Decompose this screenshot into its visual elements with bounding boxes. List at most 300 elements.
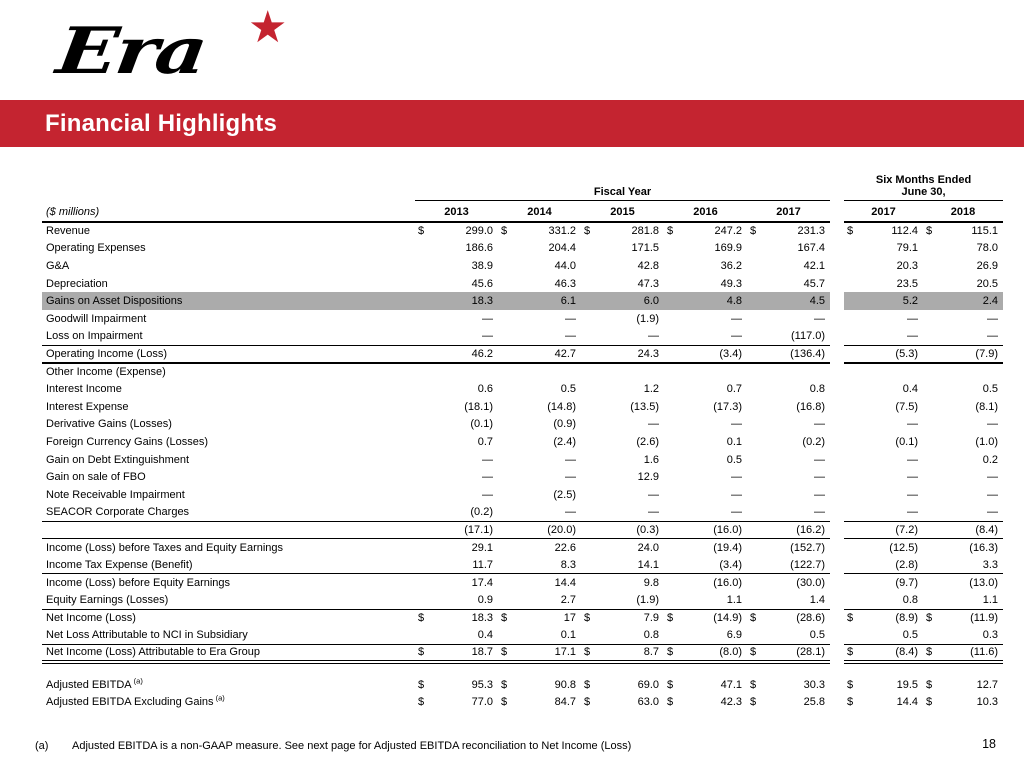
value-cell: — — [907, 488, 919, 501]
value-cell: 44.0 — [554, 259, 576, 272]
value-cell: 11.7 — [415, 556, 498, 574]
value-cell: 1.6 — [643, 453, 659, 466]
row-revenue — [42, 222, 1003, 240]
value-cell: — — [907, 453, 919, 466]
value-cell: 42.8 — [637, 259, 659, 272]
value-cell: — — [844, 328, 923, 346]
year-header-row — [42, 200, 1003, 222]
column-gap — [830, 433, 844, 451]
value-cell: 42.1 — [803, 259, 826, 272]
value-cell: — — [648, 488, 659, 501]
column-gap — [830, 240, 844, 258]
value-cell: — — [565, 312, 576, 325]
row-income-before-taxes — [42, 539, 1003, 557]
currency-symbol: $ — [584, 696, 591, 709]
value-cell: 6.9 — [664, 627, 747, 645]
value-cell: 14.1 — [581, 556, 664, 574]
row-loss-on-impairment — [42, 328, 1003, 346]
era-logo — [52, 3, 312, 100]
column-gap — [830, 574, 844, 592]
value-cell — [664, 363, 747, 381]
value-cell: $ 47.1 — [667, 678, 742, 691]
currency-symbol: $ — [501, 646, 508, 659]
value-cell: (16.0) — [713, 576, 742, 589]
corner-cell — [42, 172, 415, 200]
value-cell: $ 90.8 — [501, 678, 576, 691]
value-cell: 46.3 — [554, 277, 576, 290]
row-label: Net Income (Loss) Attributable to Era Group — [42, 644, 415, 662]
value-cell: $ (8.9) — [847, 612, 919, 625]
value-cell: — — [482, 453, 493, 466]
value-cell: — — [482, 471, 493, 484]
value-cell: (0.3) — [581, 521, 664, 539]
value-cell: 2.4 — [923, 292, 1003, 310]
value-cell: (3.4) — [664, 556, 747, 574]
value-cell — [581, 363, 664, 381]
value-cell: — — [664, 504, 747, 522]
value-cell: $ 77.0 — [418, 696, 493, 709]
value-cell: 6.1 — [498, 292, 581, 310]
row-foreign-currency-gains — [42, 433, 1003, 451]
column-header-fy2013: 2013 — [415, 200, 498, 222]
value-cell: 23.5 — [896, 277, 919, 290]
value-cell: — — [498, 504, 581, 522]
row-label: Net Income (Loss) — [46, 612, 136, 625]
value-cell: 29.1 — [471, 541, 493, 554]
row-label: Gain on sale of FBO — [46, 471, 146, 484]
currency-symbol: $ — [847, 696, 854, 709]
footnote-marker: (a) — [35, 740, 49, 752]
value-cell: 18.3 — [415, 292, 498, 310]
row-label: Other Income (Expense) — [46, 366, 166, 379]
currency-symbol: $ — [667, 696, 674, 709]
column-gap — [830, 591, 844, 609]
value-cell: 26.9 — [976, 259, 999, 272]
value-cell: (18.1) — [464, 400, 493, 413]
value-cell: — — [907, 471, 919, 484]
value-cell: — — [581, 328, 664, 346]
value-cell: (19.4) — [713, 541, 742, 554]
value-cell: $ (28.1) — [747, 644, 830, 662]
currency-symbol: $ — [584, 678, 591, 691]
row-gain-on-sale-of-fbo — [42, 468, 1003, 486]
value-cell: $ 7.9 — [584, 612, 659, 625]
row-label: G&A — [46, 259, 70, 272]
row-label — [42, 521, 415, 539]
column-gap — [830, 345, 844, 363]
value-cell: $ 331.2 — [501, 225, 576, 238]
value-cell: — — [498, 328, 581, 346]
value-cell: $ (28.6) — [750, 612, 826, 625]
row-equity-earnings — [42, 591, 1003, 609]
row-gain-on-debt-extinguishment — [42, 451, 1003, 469]
row-label: Operating Income (Loss) — [42, 345, 415, 363]
value-cell: 0.5 — [747, 627, 830, 645]
value-cell: (122.7) — [747, 556, 830, 574]
group-header-row — [42, 172, 1003, 200]
value-cell: $ (8.0) — [664, 644, 747, 662]
column-gap — [830, 275, 844, 293]
value-cell: 3.3 — [923, 556, 1003, 574]
row-label: Equity Earnings (Losses) — [42, 591, 415, 609]
value-cell: (3.4) — [664, 345, 747, 363]
row-interest-expense — [42, 398, 1003, 416]
value-cell: (1.9) — [636, 312, 659, 325]
value-cell: $ 299.0 — [418, 225, 493, 238]
column-gap — [830, 693, 844, 711]
value-cell: — — [844, 504, 923, 522]
value-cell: 38.9 — [471, 259, 493, 272]
row-label: Interest Income — [46, 383, 122, 396]
column-gap — [830, 504, 844, 522]
value-cell: 22.6 — [554, 541, 576, 554]
value-cell: $ 17.1 — [498, 644, 581, 662]
row-label: SEACOR Corporate Charges — [42, 504, 415, 522]
value-cell: $ (11.9) — [926, 612, 999, 625]
currency-symbol: $ — [418, 612, 425, 625]
value-cell: (9.7) — [895, 576, 919, 589]
value-cell: (16.0) — [664, 521, 747, 539]
row-label: Gains on Asset Dispositions — [42, 292, 415, 310]
currency-symbol: $ — [750, 646, 757, 659]
currency-symbol: $ — [926, 696, 933, 709]
row-label: Loss on Impairment — [42, 328, 415, 346]
row-label: Foreign Currency Gains (Losses) — [46, 435, 209, 448]
value-cell: 24.3 — [581, 345, 664, 363]
currency-symbol: $ — [667, 612, 674, 625]
currency-symbol: $ — [750, 612, 757, 625]
value-cell: 4.5 — [747, 292, 830, 310]
value-cell: $ 17 — [501, 612, 576, 625]
row-adjusted-ebitda — [42, 676, 1003, 694]
value-cell: — — [923, 504, 1003, 522]
row-label: Gain on Debt Extinguishment — [46, 453, 190, 466]
value-cell: $ 8.7 — [581, 644, 664, 662]
column-gap — [830, 676, 844, 694]
value-cell: (1.9) — [581, 591, 664, 609]
value-cell: 8.3 — [498, 556, 581, 574]
row-label: Depreciation — [46, 277, 108, 290]
value-cell: 36.2 — [720, 259, 742, 272]
value-cell: 49.3 — [720, 277, 742, 290]
value-cell: 12.9 — [637, 471, 659, 484]
value-cell: (2.4) — [553, 435, 576, 448]
value-cell: (20.0) — [498, 521, 581, 539]
currency-symbol: $ — [926, 678, 933, 691]
value-cell: 45.7 — [803, 277, 826, 290]
value-cell: (0.1) — [470, 418, 493, 431]
value-cell: 0.8 — [809, 383, 826, 396]
value-cell: — — [923, 328, 1003, 346]
currency-symbol: $ — [750, 696, 757, 709]
value-cell: 167.4 — [797, 242, 826, 255]
value-cell: (136.4) — [747, 345, 830, 363]
value-cell: 1.1 — [664, 591, 747, 609]
row-interest-income — [42, 380, 1003, 398]
value-cell: 17.4 — [471, 576, 493, 589]
value-cell: (2.6) — [636, 435, 659, 448]
value-cell: (7.5) — [895, 400, 919, 413]
currency-symbol: $ — [418, 646, 425, 659]
value-cell: 45.6 — [471, 277, 493, 290]
column-gap — [830, 257, 844, 275]
unit-label: ($ millions) — [42, 200, 415, 222]
value-cell: — — [731, 418, 742, 431]
value-cell: (12.5) — [889, 541, 919, 554]
value-cell: — — [987, 488, 999, 501]
value-cell: $ 14.4 — [847, 696, 919, 709]
value-cell: — — [482, 488, 493, 501]
currency-symbol: $ — [847, 225, 854, 238]
row-net-income-era-group — [42, 644, 1003, 662]
row-operating-income — [42, 345, 1003, 363]
value-cell: (14.8) — [547, 400, 576, 413]
value-cell: 78.0 — [976, 242, 999, 255]
row-label: Note Receivable Impairment — [46, 488, 185, 501]
title-banner — [0, 100, 1024, 147]
currency-symbol: $ — [418, 225, 425, 238]
column-gap — [830, 200, 844, 222]
value-cell: (2.5) — [553, 488, 576, 501]
value-cell: (7.9) — [923, 345, 1003, 363]
footnote-text: Adjusted EBITDA is a non-GAAP measure. See next page for Adjusted EBITDA reconciliation to Net Income (Loss) — [72, 740, 632, 752]
column-gap — [830, 172, 844, 200]
row-label: Adjusted EBITDA $^{(a)}$ — [46, 675, 143, 691]
value-cell: 4.8 — [664, 292, 747, 310]
row-ga — [42, 257, 1003, 275]
value-cell: — — [987, 312, 999, 325]
value-cell: — — [731, 488, 742, 501]
six-months-line1: Six Months Ended — [875, 173, 972, 186]
value-cell: — — [648, 418, 659, 431]
value-cell: (8.1) — [975, 400, 999, 413]
value-cell: 0.7 — [477, 435, 493, 448]
row-gains-on-asset-dispositions — [42, 292, 1003, 310]
column-gap — [830, 398, 844, 416]
value-cell: 79.1 — [896, 242, 919, 255]
column-gap — [830, 328, 844, 346]
currency-symbol: $ — [750, 678, 757, 691]
value-cell: — — [814, 312, 826, 325]
value-cell: (16.3) — [969, 541, 999, 554]
column-gap — [830, 310, 844, 328]
currency-symbol: $ — [501, 612, 508, 625]
row-spacer — [42, 662, 1003, 676]
row-label: Net Loss Attributable to NCI in Subsidiary — [42, 627, 415, 645]
value-cell: — — [731, 471, 742, 484]
row-income-tax-expense — [42, 556, 1003, 574]
value-cell: (0.9) — [553, 418, 576, 431]
currency-symbol: $ — [926, 225, 933, 238]
value-cell: $ 12.7 — [926, 678, 999, 691]
column-gap — [830, 521, 844, 539]
column-header-fy2014: 2014 — [498, 200, 581, 222]
column-gap — [830, 380, 844, 398]
value-cell: (117.0) — [747, 328, 830, 346]
value-cell: 0.1 — [498, 627, 581, 645]
value-cell: 0.6 — [477, 383, 493, 396]
value-cell — [747, 363, 830, 381]
value-cell: (17.1) — [415, 521, 498, 539]
value-cell: 46.2 — [415, 345, 498, 363]
column-header-fy2016: 2016 — [664, 200, 747, 222]
row-goodwill-impairment — [42, 310, 1003, 328]
value-cell: (16.2) — [747, 521, 830, 539]
value-cell: 0.5 — [982, 383, 999, 396]
value-cell: $ 63.0 — [584, 696, 659, 709]
value-cell: (30.0) — [796, 576, 826, 589]
value-cell: (8.4) — [923, 521, 1003, 539]
value-cell: 14.4 — [554, 576, 576, 589]
value-cell: 24.0 — [637, 541, 659, 554]
table-body — [42, 222, 1003, 711]
value-cell: (1.0) — [975, 435, 999, 448]
value-cell: $ 19.5 — [847, 678, 919, 691]
currency-symbol: $ — [847, 612, 854, 625]
value-cell: 9.8 — [643, 576, 659, 589]
value-cell: $ 84.7 — [501, 696, 576, 709]
value-cell: 1.4 — [747, 591, 830, 609]
value-cell: 20.5 — [976, 277, 999, 290]
currency-symbol: $ — [584, 225, 591, 238]
column-gap — [830, 292, 844, 310]
value-cell: (5.3) — [844, 345, 923, 363]
value-cell: — — [581, 504, 664, 522]
value-cell: $ (11.6) — [923, 644, 1003, 662]
value-cell: (0.2) — [802, 435, 826, 448]
value-cell: — — [987, 471, 999, 484]
value-cell: $ 18.7 — [415, 644, 498, 662]
row-seacor-corporate-charges — [42, 504, 1003, 522]
currency-symbol: $ — [667, 678, 674, 691]
value-cell: 5.2 — [844, 292, 923, 310]
value-cell: 0.4 — [902, 383, 919, 396]
row-net-loss-nci — [42, 627, 1003, 645]
value-cell: — — [415, 328, 498, 346]
row-label: Income (Loss) before Equity Earnings — [46, 576, 231, 589]
logo-star-icon: ★ — [248, 3, 288, 52]
six-months-line2: June 30, — [901, 185, 946, 198]
column-gap — [830, 539, 844, 557]
row-depreciation — [42, 275, 1003, 293]
value-cell: $ 247.2 — [667, 225, 742, 238]
value-cell: $ 30.3 — [750, 678, 826, 691]
value-cell: (16.8) — [796, 400, 826, 413]
column-header-fy2017: 2017 — [747, 200, 830, 222]
value-cell: (7.2) — [844, 521, 923, 539]
value-cell: — — [814, 471, 826, 484]
value-cell: 1.1 — [923, 591, 1003, 609]
value-cell — [498, 363, 581, 381]
value-cell: 0.1 — [726, 435, 742, 448]
financial-highlights-table — [42, 172, 1003, 711]
currency-symbol: $ — [584, 612, 591, 625]
value-cell: — — [987, 418, 999, 431]
row-label: Goodwill Impairment — [46, 312, 147, 325]
value-cell: (0.2) — [415, 504, 498, 522]
row-label: Operating Expenses — [46, 242, 146, 255]
column-gap — [830, 644, 844, 662]
row-derivative-gains — [42, 416, 1003, 434]
six-months-group-header — [844, 172, 1003, 200]
value-cell: $ (8.4) — [844, 644, 923, 662]
value-cell: $ 69.0 — [584, 678, 659, 691]
value-cell: $ 18.3 — [418, 612, 493, 625]
column-header-6m2017: 2017 — [844, 200, 923, 222]
value-cell: — — [907, 312, 919, 325]
currency-symbol: $ — [847, 646, 854, 659]
currency-symbol: $ — [926, 646, 933, 659]
value-cell: 0.8 — [844, 591, 923, 609]
value-cell: 0.5 — [560, 383, 576, 396]
row-label: Revenue — [46, 225, 91, 238]
value-cell: $ 95.3 — [418, 678, 493, 691]
value-cell: — — [482, 312, 493, 325]
value-cell: — — [907, 418, 919, 431]
value-cell: 42.7 — [498, 345, 581, 363]
row-net-income — [42, 609, 1003, 627]
column-gap — [830, 468, 844, 486]
row-label: Adjusted EBITDA Excluding Gains $^{(a)}$ — [46, 693, 225, 709]
value-cell: $ 112.4 — [847, 225, 919, 238]
value-cell: 20.3 — [896, 259, 919, 272]
value-cell: — — [814, 418, 826, 431]
row-operating-expenses — [42, 240, 1003, 258]
value-cell: (13.0) — [969, 576, 999, 589]
value-cell: $ (14.9) — [667, 612, 742, 625]
value-cell: — — [814, 453, 826, 466]
page-number: 18 — [982, 737, 996, 751]
column-gap — [830, 451, 844, 469]
value-cell: — — [565, 453, 576, 466]
column-gap — [830, 627, 844, 645]
row-label: Interest Expense — [46, 400, 129, 413]
value-cell: — — [731, 312, 742, 325]
value-cell: 186.6 — [465, 242, 493, 255]
value-cell: 0.4 — [415, 627, 498, 645]
value-cell: $ 115.1 — [926, 225, 999, 238]
currency-symbol: $ — [847, 678, 854, 691]
page-title: Financial Highlights — [45, 110, 278, 137]
row-label: Income (Loss) before Taxes and Equity Earnings — [46, 541, 284, 554]
value-cell: (2.8) — [844, 556, 923, 574]
column-gap — [830, 556, 844, 574]
currency-symbol: $ — [501, 678, 508, 691]
value-cell: (13.5) — [630, 400, 659, 413]
value-cell: 1.2 — [643, 383, 659, 396]
value-cell: (0.1) — [895, 435, 919, 448]
row-income-before-equity — [42, 574, 1003, 592]
value-cell: 0.5 — [726, 453, 742, 466]
value-cell: $ 10.3 — [926, 696, 999, 709]
value-cell: $ 25.8 — [750, 696, 826, 709]
value-cell: — — [664, 328, 747, 346]
value-cell: 47.3 — [637, 277, 659, 290]
column-gap — [830, 222, 844, 240]
column-gap — [830, 609, 844, 627]
value-cell: 0.3 — [923, 627, 1003, 645]
value-cell: 0.5 — [844, 627, 923, 645]
currency-symbol: $ — [584, 646, 591, 659]
value-cell: 171.5 — [631, 242, 659, 255]
currency-symbol: $ — [667, 225, 674, 238]
value-cell: — — [814, 488, 826, 501]
logo-text: Era — [52, 14, 210, 89]
column-header-fy2015: 2015 — [581, 200, 664, 222]
value-cell: 169.9 — [714, 242, 742, 255]
value-cell: 0.8 — [581, 627, 664, 645]
value-cell — [844, 363, 923, 381]
